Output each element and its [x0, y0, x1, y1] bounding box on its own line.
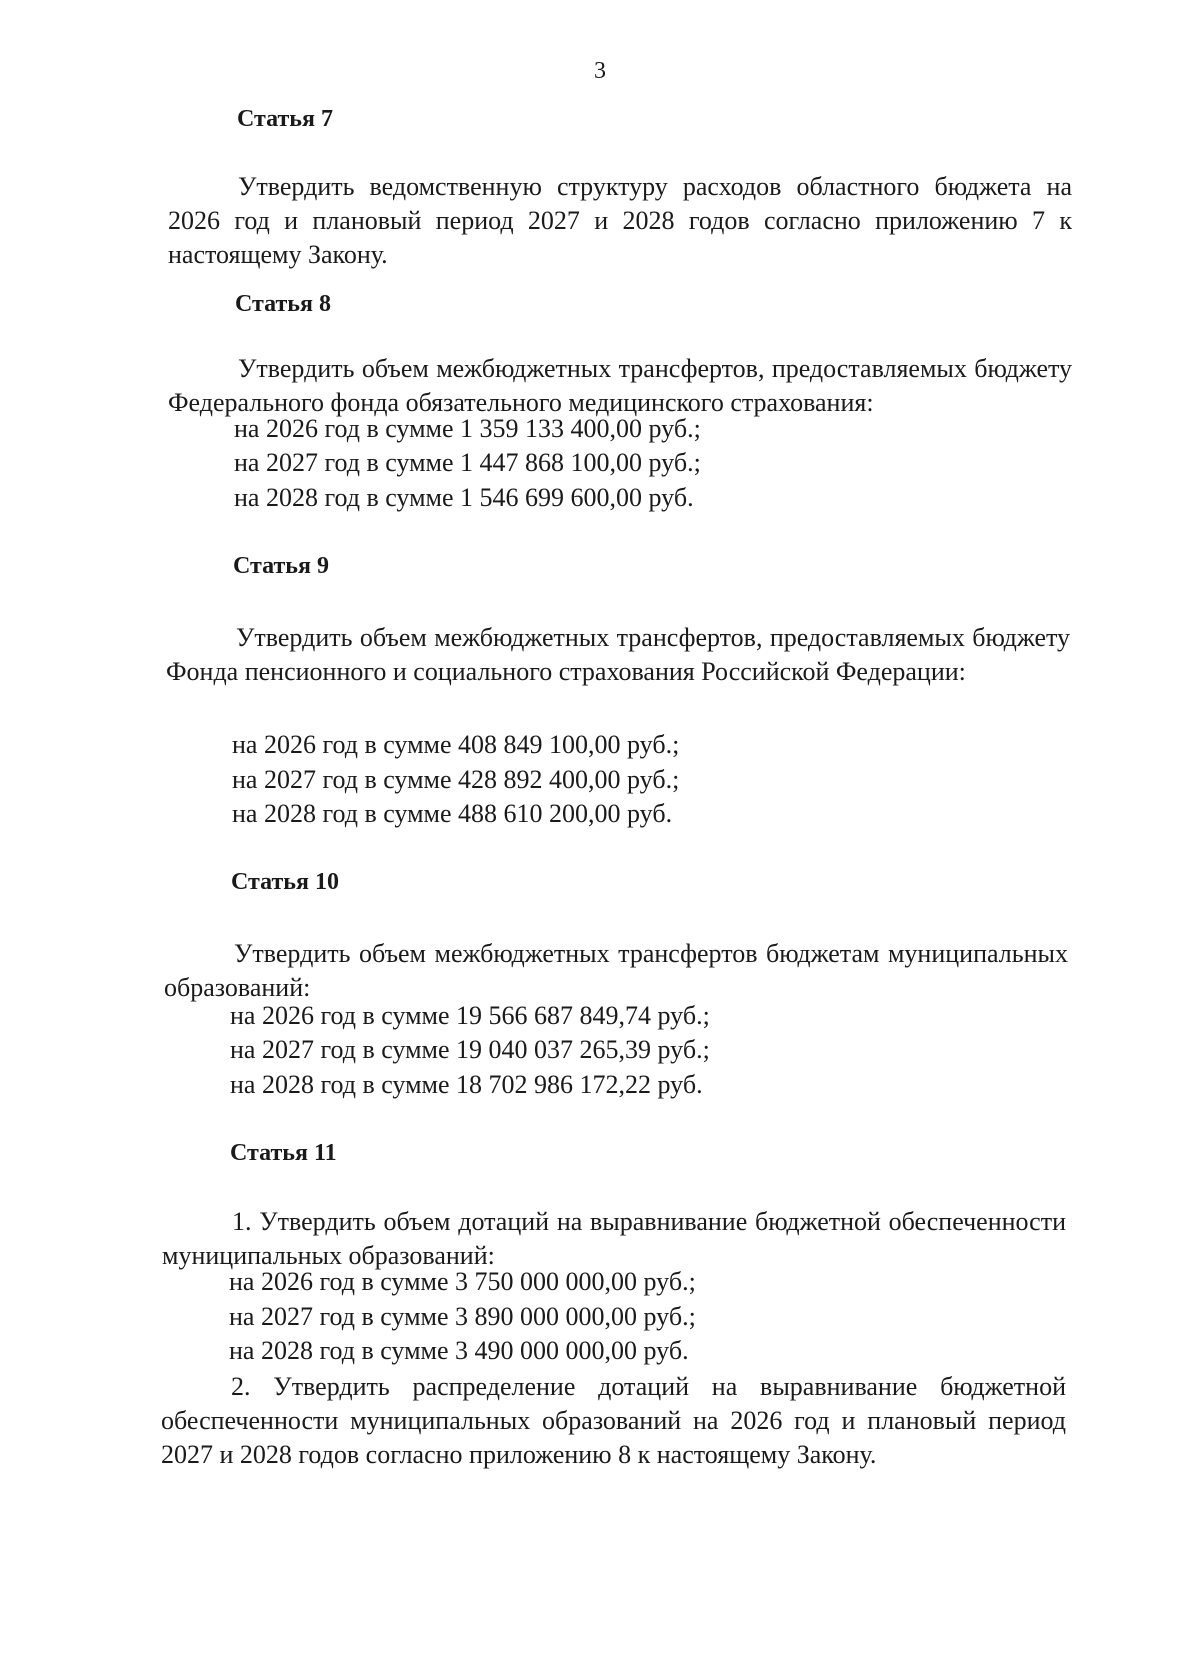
article-9-text: Утвердить объем межбюджетных трансфертов, предоставляемых бюджету Фонда пенсионного и социального страхования Российской Федерации: [166, 623, 1070, 686]
article-8-heading: Статья 8 [235, 291, 331, 317]
article-11-heading: Статья 11 [230, 1140, 337, 1166]
article-9-paragraph [166, 621, 1070, 689]
article-10-amount-2028: на 2028 год в сумме 18 702 986 172,22 руб. [230, 1070, 703, 1099]
article-11-paragraph-2 [161, 1370, 1066, 1472]
article-8-amount-2027: на 2027 год в сумме 1 447 868 100,00 руб.; [234, 448, 701, 477]
article-11-amount-2027: на 2027 год в сумме 3 890 000 000,00 руб.; [229, 1302, 696, 1331]
article-9-amount-2028: на 2028 год в сумме 488 610 200,00 руб. [232, 799, 673, 828]
article-8-amount-2028: на 2028 год в сумме 1 546 699 600,00 руб. [234, 483, 694, 512]
article-10-amount-2026: на 2026 год в сумме 19 566 687 849,74 руб.; [230, 1001, 710, 1030]
article-11-text-2: 2. Утвердить распределение дотаций на выравнивание бюджетной обеспеченности муниципальных образований на 2026 год и плановый период 2027 и 2028 годов согласно приложению 8 к настоящему Закону. [161, 1372, 1066, 1469]
article-10-text: Утвердить объем межбюджетных трансфертов бюджетам муниципальных образований: [164, 939, 1068, 1002]
article-11-amount-2028: на 2028 год в сумме 3 490 000 000,00 руб. [229, 1336, 689, 1365]
article-9-heading: Статья 9 [233, 553, 329, 579]
article-10-paragraph [164, 937, 1068, 1005]
article-7-heading: Статья 7 [237, 106, 333, 132]
article-11-amount-2026: на 2026 год в сумме 3 750 000 000,00 руб.; [229, 1267, 696, 1296]
article-10-heading: Статья 10 [231, 869, 339, 895]
article-8-amount-2026: на 2026 год в сумме 1 359 133 400,00 руб.; [234, 414, 701, 443]
article-8-paragraph [168, 352, 1072, 420]
article-8-text: Утвердить объем межбюджетных трансфертов, предоставляемых бюджету Федерального фонда обязательного медицинского страхования: [168, 354, 1072, 417]
article-11-text-1: 1. Утвердить объем дотаций на выравнивание бюджетной обеспеченности муниципальных образований: [162, 1207, 1066, 1270]
article-9-amount-2027: на 2027 год в сумме 428 892 400,00 руб.; [232, 765, 680, 794]
article-7-paragraph [168, 170, 1072, 272]
article-9-amount-2026: на 2026 год в сумме 408 849 100,00 руб.; [232, 730, 680, 759]
page-number: 3 [594, 58, 606, 84]
article-7-text: Утвердить ведомственную структуру расходов областного бюджета на 2026 год и плановый период 2027 и 2028 годов согласно приложению 7 к настоящему Закону. [168, 172, 1072, 269]
article-10-amount-2027: на 2027 год в сумме 19 040 037 265,39 руб.; [230, 1035, 710, 1064]
article-11-paragraph-1 [162, 1205, 1066, 1273]
